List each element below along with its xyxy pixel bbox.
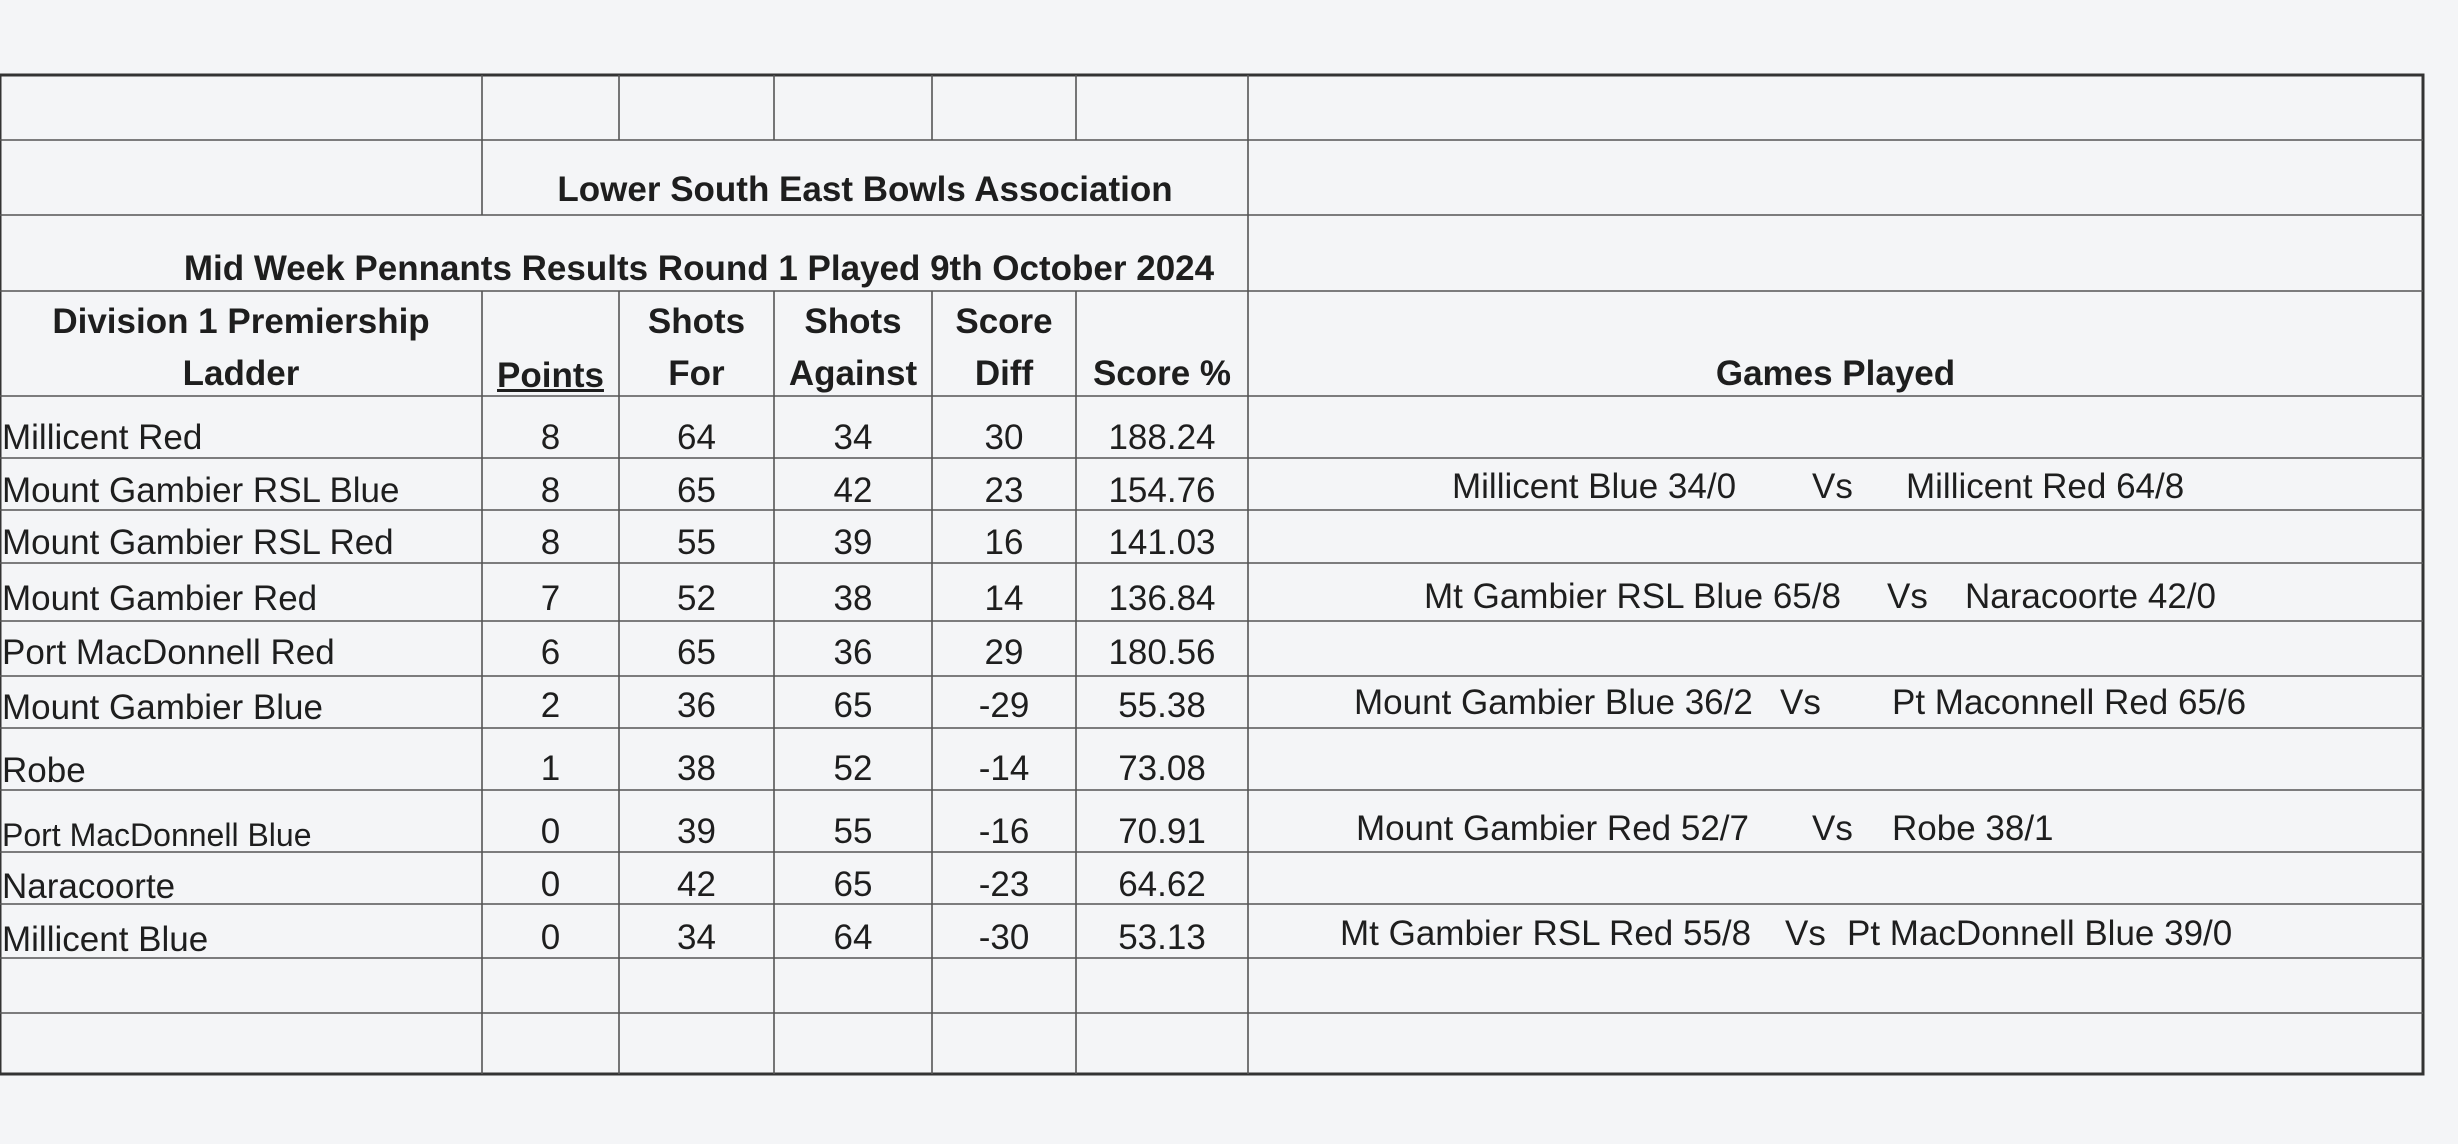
shots-for-cell: 52 bbox=[677, 579, 716, 618]
score-pct-cell: 53.13 bbox=[1118, 918, 1206, 957]
shots-for-cell: 65 bbox=[677, 633, 716, 672]
game-home: Mt Gambier RSL Red 55/8 bbox=[1340, 914, 1752, 953]
team-name: Mount Gambier Blue bbox=[2, 688, 323, 727]
shots-against-cell: 65 bbox=[833, 865, 873, 904]
points-cell: 8 bbox=[540, 471, 561, 510]
header-shots-against-line2: Against bbox=[788, 354, 918, 393]
header-shots-for-line2: For bbox=[668, 354, 725, 393]
header-points: Points bbox=[497, 356, 604, 395]
header-score-diff-line1: Score bbox=[955, 302, 1053, 341]
score-pct-cell: 188.24 bbox=[1108, 418, 1216, 457]
game-away: Pt Maconnell Red 65/6 bbox=[1892, 683, 2247, 722]
results-subtitle: Mid Week Pennants Results Round 1 Played 9th October 2024 bbox=[183, 249, 1215, 288]
game-vs: Vs bbox=[1780, 683, 1821, 722]
team-name: Port MacDonnell Blue bbox=[2, 817, 312, 853]
team-name: Millicent Red bbox=[2, 418, 203, 457]
score-diff-cell: 14 bbox=[984, 579, 1024, 618]
score-diff-cell: -30 bbox=[978, 918, 1030, 957]
header-shots-against-line1: Shots bbox=[804, 302, 902, 341]
score-pct-cell: 154.76 bbox=[1108, 471, 1216, 510]
points-cell: 0 bbox=[540, 812, 561, 851]
score-diff-cell: -29 bbox=[978, 686, 1030, 725]
shots-against-cell: 36 bbox=[833, 633, 873, 672]
game-vs: Vs bbox=[1812, 467, 1853, 506]
game-away: Millicent Red 64/8 bbox=[1906, 467, 2185, 506]
score-pct-cell: 55.38 bbox=[1118, 686, 1206, 725]
shots-for-cell: 65 bbox=[677, 471, 716, 510]
shots-against-cell: 64 bbox=[833, 918, 873, 957]
points-cell: 7 bbox=[540, 579, 561, 618]
shots-for-cell: 39 bbox=[677, 812, 716, 851]
shots-against-cell: 39 bbox=[833, 523, 873, 562]
score-diff-cell: -23 bbox=[978, 865, 1030, 904]
score-pct-cell: 141.03 bbox=[1108, 523, 1216, 562]
team-name: Robe bbox=[2, 751, 86, 790]
shots-for-cell: 36 bbox=[677, 686, 716, 725]
game-home: Mt Gambier RSL Blue 65/8 bbox=[1424, 577, 1841, 616]
score-diff-cell: 29 bbox=[984, 633, 1024, 672]
header-score-pct: Score % bbox=[1092, 354, 1232, 393]
shots-against-cell: 42 bbox=[833, 471, 873, 510]
game-home: Millicent Blue 34/0 bbox=[1452, 467, 1737, 506]
team-name: Mount Gambier Red bbox=[2, 579, 318, 618]
shots-for-cell: 38 bbox=[677, 749, 716, 788]
points-cell: 2 bbox=[540, 686, 561, 725]
team-name: Millicent Blue bbox=[2, 920, 209, 959]
score-diff-cell: 30 bbox=[984, 418, 1024, 457]
points-cell: 6 bbox=[540, 633, 561, 672]
team-name: Mount Gambier RSL Red bbox=[2, 523, 394, 562]
score-pct-cell: 73.08 bbox=[1118, 749, 1206, 788]
game-away: Pt MacDonnell Blue 39/0 bbox=[1847, 914, 2233, 953]
shots-for-cell: 64 bbox=[677, 418, 716, 457]
score-diff-cell: 16 bbox=[984, 523, 1024, 562]
game-vs: Vs bbox=[1887, 577, 1928, 616]
score-diff-cell: 23 bbox=[984, 471, 1024, 510]
score-pct-cell: 70.91 bbox=[1118, 812, 1206, 851]
header-ladder-line1: Division 1 Premiership bbox=[52, 302, 430, 341]
score-pct-cell: 180.56 bbox=[1108, 633, 1216, 672]
header-shots-for-line1: Shots bbox=[647, 302, 746, 341]
score-diff-cell: -16 bbox=[978, 812, 1030, 851]
game-vs: Vs bbox=[1785, 914, 1826, 953]
team-name: Port MacDonnell Red bbox=[2, 633, 335, 672]
shots-against-cell: 52 bbox=[833, 749, 873, 788]
points-cell: 1 bbox=[540, 749, 561, 788]
shots-against-cell: 34 bbox=[833, 418, 873, 457]
shots-for-cell: 42 bbox=[677, 865, 716, 904]
team-name: Naracoorte bbox=[2, 867, 176, 906]
score-diff-cell: -14 bbox=[978, 749, 1030, 788]
game-away: Naracoorte 42/0 bbox=[1965, 577, 2216, 616]
points-cell: 8 bbox=[540, 418, 561, 457]
game-vs: Vs bbox=[1812, 809, 1853, 848]
score-pct-cell: 64.62 bbox=[1118, 865, 1206, 904]
game-away: Robe 38/1 bbox=[1892, 809, 2054, 848]
header-score-diff-line2: Diff bbox=[974, 354, 1034, 393]
points-cell: 0 bbox=[540, 918, 561, 957]
game-home: Mount Gambier Blue 36/2 bbox=[1354, 683, 1753, 722]
header-ladder-line2: Ladder bbox=[182, 354, 300, 393]
shots-against-cell: 65 bbox=[833, 686, 873, 725]
points-cell: 8 bbox=[540, 523, 561, 562]
game-home: Mount Gambier Red 52/7 bbox=[1356, 809, 1749, 848]
shots-for-cell: 34 bbox=[677, 918, 716, 957]
points-cell: 0 bbox=[540, 865, 561, 904]
association-title: Lower South East Bowls Association bbox=[557, 170, 1173, 209]
shots-against-cell: 38 bbox=[833, 579, 873, 618]
score-pct-cell: 136.84 bbox=[1108, 579, 1216, 618]
shots-against-cell: 55 bbox=[833, 812, 873, 851]
shots-for-cell: 55 bbox=[677, 523, 716, 562]
team-name: Mount Gambier RSL Blue bbox=[2, 471, 400, 510]
header-games-played: Games Played bbox=[1715, 354, 1956, 393]
